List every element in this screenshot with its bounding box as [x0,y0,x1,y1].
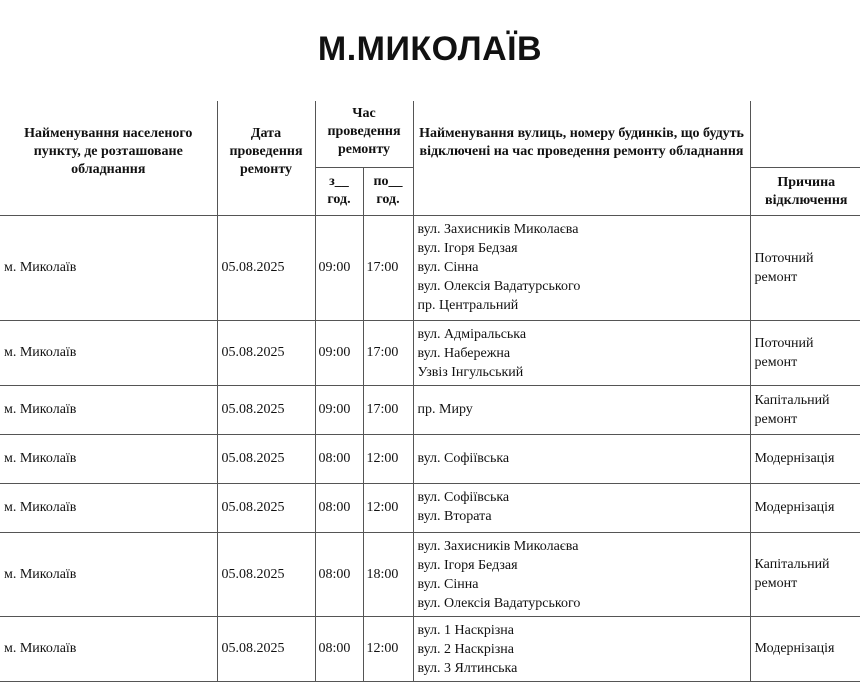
street-line: вул. Олексія Вадатурського [417,595,581,611]
cell-reason: Модернізація [750,434,860,483]
table-row [0,215,860,320]
cell-time-from: 09:00 [315,215,363,320]
cell-place: м. Миколаїв [0,215,217,320]
cell-time-to: 18:00 [363,532,413,616]
street-line: вул. 3 Ялтинська [417,660,518,676]
street-line: пр. Миру [417,402,473,417]
cell-streets [413,320,750,385]
cell-date: 05.08.2025 [217,532,315,616]
header-reason: Причина відключення [750,167,860,215]
street-line: вул. Набережна [417,345,511,361]
cell-date: 05.08.2025 [217,434,315,483]
cell-reason: Капітальний ремонт [750,385,860,434]
street-line: вул. Софіївська [417,489,510,505]
street-line: вул. Захисників Миколаєва [417,221,579,237]
cell-reason: Поточний ремонт [750,215,860,320]
table-row [0,616,860,681]
street-line: Узвіз Інгульський [417,364,524,380]
table-body [0,215,860,681]
cell-place: м. Миколаїв [0,532,217,616]
table-row [0,320,860,385]
header-time-from: з__ год. [315,167,363,215]
cell-time-to: 17:00 [363,320,413,385]
cell-time-from: 09:00 [315,320,363,385]
cell-streets [413,434,750,483]
cell-place: м. Миколаїв [0,434,217,483]
cell-date: 05.08.2025 [217,616,315,681]
street-line: вул. Захисників Миколаєва [417,538,579,554]
cell-reason: Капітальний ремонт [750,532,860,616]
street-line: вул. Адміральська [417,326,527,342]
cell-date: 05.08.2025 [217,320,315,385]
street-line: вул. Сінна [417,259,479,275]
street-line: вул. Ігоря Бедзая [417,557,518,573]
cell-time-from: 08:00 [315,616,363,681]
header-settlement-name: Найменування населеного пункту, де розташоване обладнання [0,101,217,215]
cell-date: 05.08.2025 [217,385,315,434]
cell-time-to: 12:00 [363,434,413,483]
header-repair-time: Час проведення ремонту [315,101,413,167]
cell-date: 05.08.2025 [217,215,315,320]
cell-time-to: 12:00 [363,616,413,681]
street-line: вул. Олексія Вадатурського [417,278,581,294]
cell-reason: Модернізація [750,483,860,532]
cell-place: м. Миколаїв [0,616,217,681]
outage-schedule-table [0,101,860,682]
cell-place: м. Миколаїв [0,320,217,385]
table-row [0,532,860,616]
header-time-to: по__ год. [363,167,413,215]
street-line: вул. Втората [417,508,492,524]
page-title: М.МИКОЛАЇВ [317,30,543,68]
cell-place: м. Миколаїв [0,385,217,434]
cell-time-to: 12:00 [363,483,413,532]
header-reason-spacer [750,101,860,167]
cell-reason: Поточний ремонт [750,320,860,385]
cell-streets [413,616,750,681]
table-header [0,101,860,215]
street-line: вул. Софіївська [417,451,510,466]
cell-time-from: 08:00 [315,532,363,616]
cell-place: м. Миколаїв [0,483,217,532]
header-repair-date: Дата проведення ремонту [217,101,315,215]
cell-streets [413,215,750,320]
cell-streets [413,532,750,616]
street-line: вул. 2 Наскрізна [417,641,514,657]
cell-streets [413,483,750,532]
street-line: пр. Центральний [417,297,519,313]
street-line: вул. 1 Наскрізна [417,622,514,638]
street-line: вул. Сінна [417,576,479,592]
cell-reason: Модернізація [750,616,860,681]
cell-date: 05.08.2025 [217,483,315,532]
street-line: вул. Ігоря Бедзая [417,240,518,256]
cell-time-from: 08:00 [315,434,363,483]
cell-streets [413,385,750,434]
cell-time-from: 08:00 [315,483,363,532]
table-row [0,483,860,532]
table-row [0,434,860,483]
cell-time-to: 17:00 [363,215,413,320]
cell-time-to: 17:00 [363,385,413,434]
cell-time-from: 09:00 [315,385,363,434]
table-row [0,385,860,434]
header-streets: Найменування вулиць, номеру будинків, що будуть відключені на час проведення ремонту обладнання [413,101,750,215]
